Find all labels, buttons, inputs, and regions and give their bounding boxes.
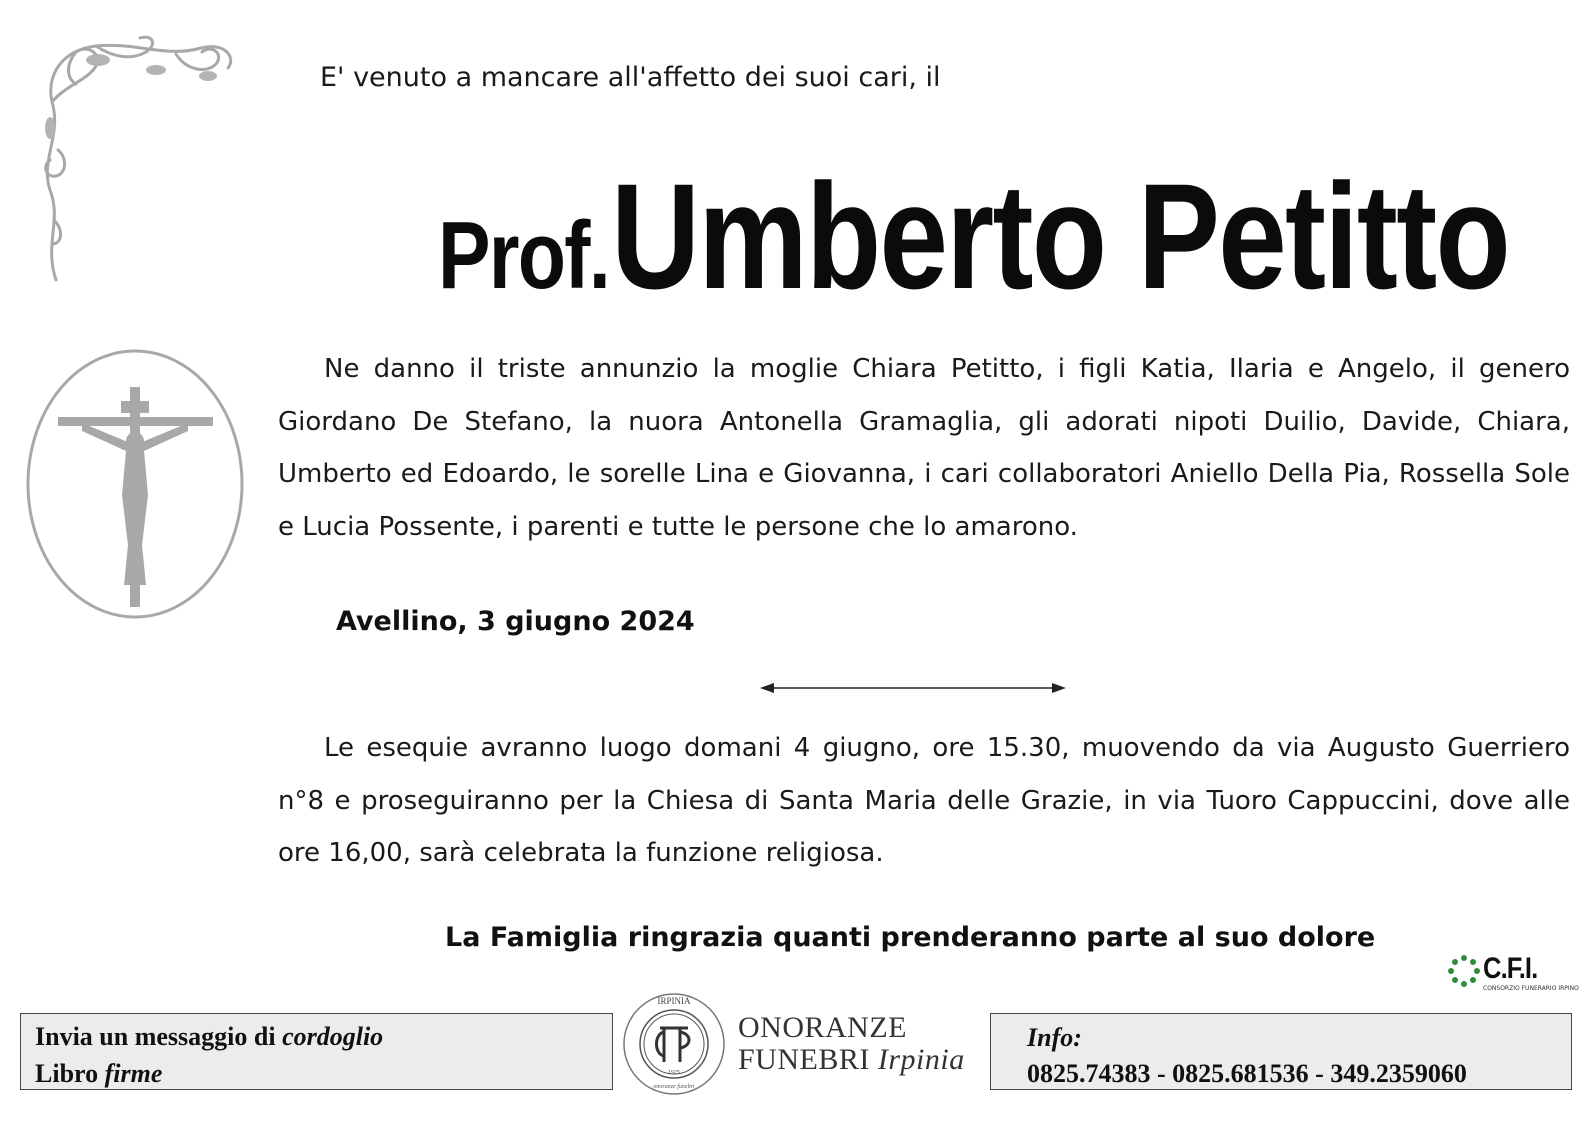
condolence-italic: cordoglio <box>282 1022 384 1051</box>
seal-top-text: IRPINIA <box>657 996 691 1006</box>
condolence-link[interactable] <box>35 1018 598 1055</box>
deceased-full-name: Umberto Petitto <box>611 152 1510 320</box>
seal-bottom-text: onoranze funebri <box>653 1084 695 1090</box>
funeral-home-line2-plain: FUNEBRI <box>738 1043 878 1076</box>
intro-text: E' venuto a mancare all'affetto dei suoi cari, il <box>320 62 941 93</box>
info-phones[interactable]: 0825.74383 - 0825.681536 - 349.2359060 <box>1027 1059 1467 1088</box>
crucifix-icon <box>22 345 248 623</box>
guestbook-link[interactable] <box>35 1055 598 1092</box>
cfi-logo-subtext: CONSORZIO FUNERARIO IRPINO <box>1483 985 1579 992</box>
announcement-text: Ne danno il triste annunzio la moglie Chiara Petitto, i figli Katia, Ilaria e Angelo, il genero Giordano De Stefano, la nuora Antonella Gramaglia, gli adorati nipoti Duilio, Davide, Chiara, Umberto ed Edoardo, le sorelle Lina e Giovanna, i cari collaboratori Aniello Della Pia, Rossella Sole e Lucia Possente, i parenti e tutte le persone che lo amarono. <box>278 354 1570 542</box>
funeral-home-line1: ONORANZE <box>738 1011 907 1044</box>
condolence-box[interactable] <box>20 1013 613 1090</box>
guestbook-prefix: Libro <box>35 1059 105 1088</box>
info-box <box>990 1013 1572 1090</box>
deceased-name <box>438 150 1510 323</box>
deceased-title: Prof. <box>438 202 610 309</box>
place-date: Avellino, 3 giugno 2024 <box>336 606 695 637</box>
funeral-home-seal-icon <box>620 990 728 1098</box>
seal-year-text: 1925 <box>668 1070 680 1076</box>
cfi-logo-text: C.F.I. <box>1483 952 1538 985</box>
funeral-text: Le esequie avranno luogo domani 4 giugno, ore 15.30, muovendo da via Augusto Guerriero n°8 e proseguiranno per la Chiesa di Santa Maria delle Grazie, in via Tuoro Cappuccini, dove alle ore 16,00, sarà celebrata la funzione religiosa. <box>278 733 1570 868</box>
condolence-prefix: Invia un messaggio di <box>35 1022 283 1051</box>
closing-text: La Famiglia ringrazia quanti prenderanno parte al suo dolore <box>445 922 1376 953</box>
arrow-divider <box>758 680 1068 696</box>
funeral-home-line2 <box>738 1044 965 1076</box>
guestbook-italic: firme <box>104 1059 163 1088</box>
cfi-dots-icon <box>1447 954 1481 988</box>
funeral-home-name <box>738 1012 965 1076</box>
funeral-home-line2-italic: Irpinia <box>877 1043 965 1076</box>
corner-ornament-icon <box>36 30 246 290</box>
cfi-logo <box>1475 952 1579 994</box>
info-label: Info: <box>1027 1023 1082 1052</box>
